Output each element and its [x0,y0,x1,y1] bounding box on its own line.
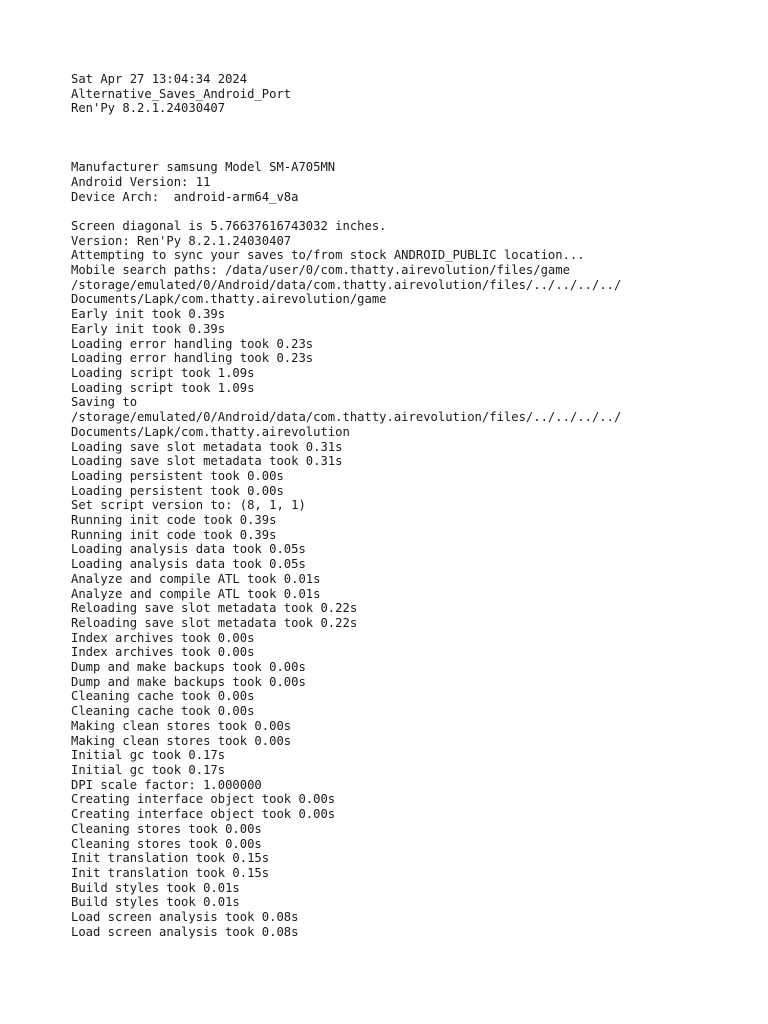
log-line: Dump and make backups took 0.00s [71,660,306,675]
log-line: Loading script took 1.09s [71,366,255,380]
log-line: Saving to [71,395,138,410]
log-line: Loading analysis data took 0.05s [71,557,306,572]
log-line: Cleaning stores took 0.00s [71,836,262,851]
log-line: Analyze and compile ATL took 0.01s [71,571,321,586]
log-line: Making clean stores took 0.00s [71,718,292,733]
log-document [71,72,751,939]
log-line: Ren'Py 8.2.1.24030407 [71,101,226,116]
log-line: Analyze and compile ATL took 0.01s [71,586,321,601]
log-line: Running init code took 0.39s [71,513,277,528]
log-line: Cleaning cache took 0.00s [71,689,255,704]
log-line: Loading analysis data took 0.05s [71,542,306,557]
log-line: Screen diagonal is 5.76637616743032 inches. [71,218,387,233]
log-line: Cleaning cache took 0.00s [71,704,255,719]
log-line: Init translation took 0.15s [71,865,270,880]
log-line: Documents/Lapk/com.thatty.airevolution/game [71,292,387,307]
log-line: Device Arch: android-arm64_v8a [71,189,299,204]
log-line: Version: Ren'Py 8.2.1.24030407 [71,233,292,248]
log-line: Loading error handling took 0.23s [71,336,314,351]
log-line: Reloading save slot metadata took 0.22s [71,615,358,630]
log-line: Sat Apr 27 13:04:34 2024 [71,72,248,86]
log-line: Init translation took 0.15s [71,851,270,866]
log-line [71,204,751,219]
log-line: Loading save slot metadata took 0.31s [71,454,343,469]
log-line: Initial gc took 0.17s [71,748,226,763]
log-line: Loading persistent took 0.00s [71,483,284,498]
log-line: Set script version to: (8, 1, 1) [71,498,306,513]
log-line [71,131,751,146]
log-line: Index archives took 0.00s [71,630,255,645]
log-line: Load screen analysis took 0.08s [71,924,299,939]
log-line [71,116,751,131]
log-line: Loading save slot metadata took 0.31s [71,439,343,454]
log-line: /storage/emulated/0/Android/data/com.thatty.airevolution/files/../../../../ [71,410,622,425]
log-line: Documents/Lapk/com.thatty.airevolution [71,424,350,439]
log-line: Running init code took 0.39s [71,527,277,542]
log-line: Manufacturer samsung Model SM-A705MN [71,160,336,175]
log-line: Making clean stores took 0.00s [71,733,292,748]
log-line: Build styles took 0.01s [71,895,240,910]
log-line: Reloading save slot metadata took 0.22s [71,601,358,616]
log-line: Alternative_Saves_Android_Port [71,86,292,101]
log-line: Creating interface object took 0.00s [71,792,336,807]
log-line: Android Version: 11 [71,174,211,189]
log-line [71,145,751,160]
log-line: Build styles took 0.01s [71,880,240,895]
log-line: Early init took 0.39s [71,307,226,322]
log-line: /storage/emulated/0/Android/data/com.thatty.airevolution/files/../../../../ [71,277,622,292]
log-line: Early init took 0.39s [71,321,226,336]
log-line: Loading script took 1.09s [71,380,255,395]
log-line: Load screen analysis took 0.08s [71,910,299,925]
log-line: Attempting to sync your saves to/from stock ANDROID_PUBLIC location... [71,248,585,263]
log-line: Loading error handling took 0.23s [71,351,314,366]
log-line: Loading persistent took 0.00s [71,468,284,483]
log-line: Index archives took 0.00s [71,645,255,660]
log-line: Initial gc took 0.17s [71,762,226,777]
log-line: Cleaning stores took 0.00s [71,821,262,836]
log-line: Dump and make backups took 0.00s [71,674,306,689]
log-line: DPI scale factor: 1.000000 [71,777,262,792]
log-line: Creating interface object took 0.00s [71,807,336,822]
log-line: Mobile search paths: /data/user/0/com.thatty.airevolution/files/game [71,263,570,278]
